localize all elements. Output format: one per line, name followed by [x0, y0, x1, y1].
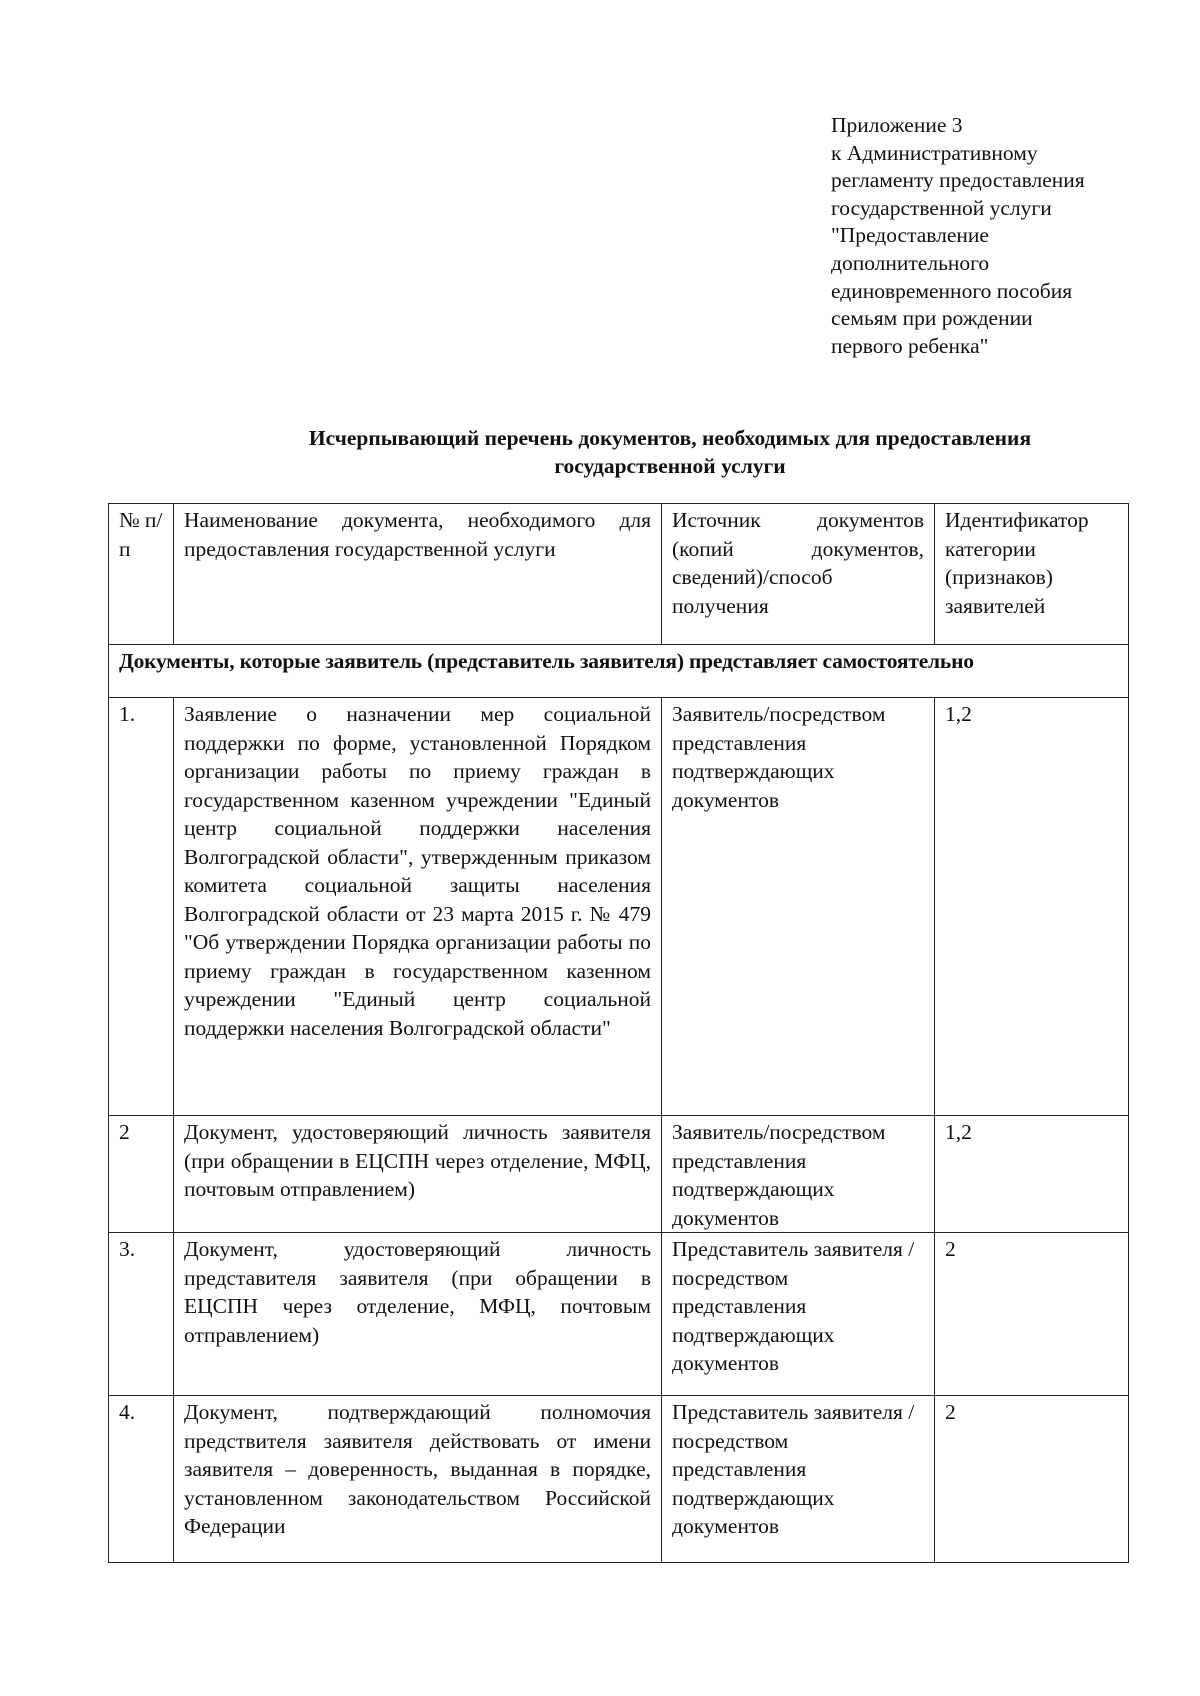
row-source: Представитель заявителя /посредством представления подтверждающих документов: [662, 1233, 935, 1396]
annex-line: первого ребенка": [831, 333, 989, 358]
row-source: Заявитель/посредством представления подтверждающих документов: [662, 1116, 935, 1233]
annex-line: регламенту предоставления: [831, 168, 1085, 193]
row-number: 3.: [109, 1233, 174, 1396]
row-category: 2: [935, 1396, 1129, 1563]
row-document-name: Документ, удостоверяющий личность представителя заявителя (при обращении в ЕЦСПН через отделение, МФЦ, почтовым отправлением): [174, 1233, 662, 1396]
document-title-line: государственной услуги: [554, 454, 786, 478]
documents-table: [108, 503, 1129, 1563]
table-row: [109, 1116, 1129, 1233]
row-category: 1,2: [935, 1116, 1129, 1233]
table-header-row: [109, 504, 1129, 645]
annex-line: Приложение 3: [831, 113, 963, 137]
annex-line: единовременного пособия: [831, 278, 1073, 303]
row-category: 1,2: [935, 698, 1129, 1116]
annex-line: семьям при рождении: [831, 306, 1033, 331]
row-source: Представитель заявителя /посредством представления подтверждающих документов: [662, 1396, 935, 1563]
row-number: 4.: [109, 1396, 174, 1563]
table-row: [109, 1396, 1129, 1563]
row-category: 2: [935, 1233, 1129, 1396]
annex-line: "Предоставление: [831, 223, 989, 248]
row-number: 2: [109, 1116, 174, 1233]
table-row: [109, 1233, 1129, 1396]
row-number: 1.: [109, 698, 174, 1116]
header-source: Источник документов (копий документов, сведений)/способ получения: [662, 504, 935, 645]
section-title: Документы, которые заявитель (представитель заявителя) представляет самостоятельно: [109, 645, 1129, 698]
annex-line: государственной услуги: [831, 195, 1052, 220]
section-row: [109, 645, 1129, 698]
row-document-name: Заявление о назначении мер социальной поддержки по форме, установленной Порядком организации работы по приему граждан в государственном казенном учреждении "Единый центр социальной поддержки населения Волгоградской области", утвержденным приказом комитета социальной защиты населения Волгоградской области от 23 марта 2015 г. № 479 "Об утверждении Порядка организации работы по приему граждан в государственном казенном учреждении "Единый центр социальной поддержки населения Волгоградской области": [174, 698, 662, 1116]
row-document-name: Документ, удостоверяющий личность заявителя (при обращении в ЕЦСПН через отделение, МФЦ, почтовым отправлением): [174, 1116, 662, 1233]
row-source: Заявитель/посредством представления подтверждающих документов: [662, 698, 935, 1116]
header-document-name: Наименование документа, необходимого для предоставления государственной услуги: [174, 504, 662, 645]
header-category: Идентификатор категории (признаков) заявителей: [935, 504, 1129, 645]
table-row: [109, 698, 1129, 1116]
document-title: [200, 424, 1140, 480]
row-document-name: Документ, подтверждающий полномочия предствителя заявителя действовать от имени заявителя – доверенность, выданная в порядке, установленном законодательством Российской Федерации: [174, 1396, 662, 1563]
header-number: № п/п: [109, 504, 174, 645]
annex-line: дополнительного: [831, 250, 990, 275]
annex-header: [831, 112, 1161, 360]
document-title-line: Исчерпывающий перечень документов, необходимых для предоставления: [308, 426, 1032, 450]
annex-line: к Административному: [831, 140, 1038, 165]
